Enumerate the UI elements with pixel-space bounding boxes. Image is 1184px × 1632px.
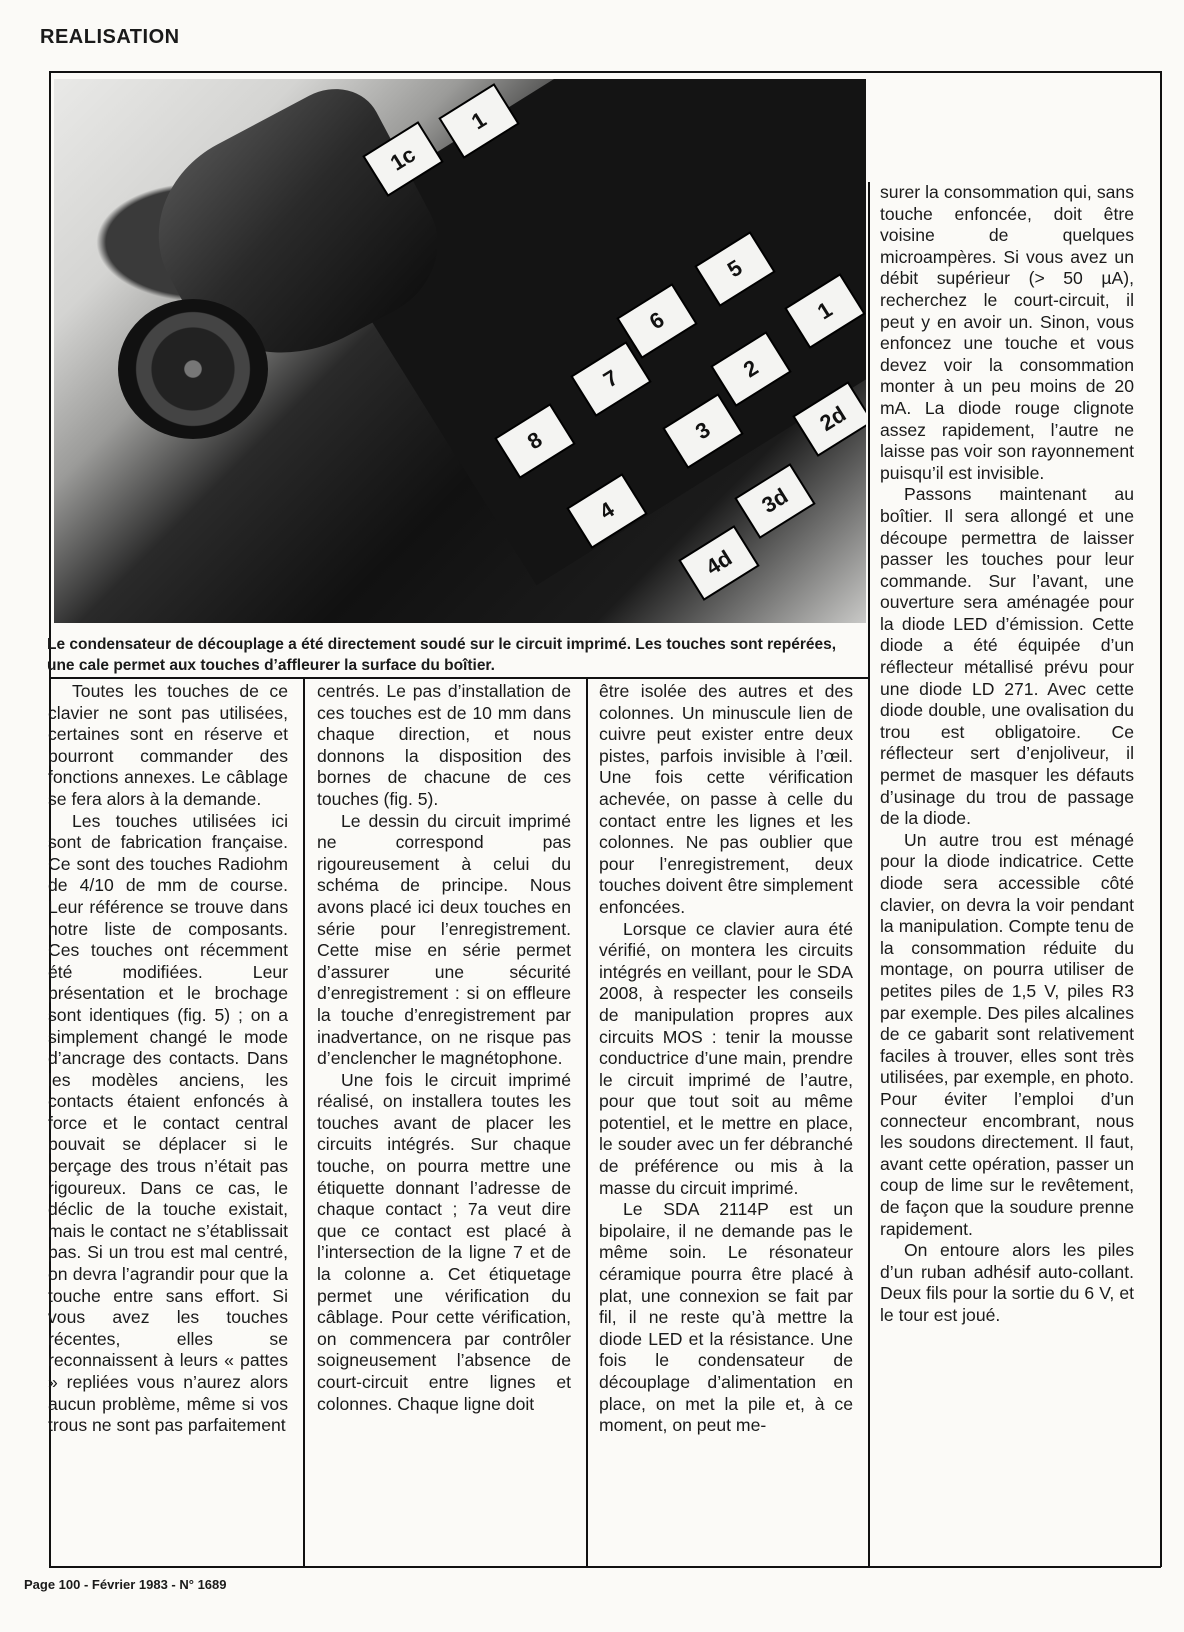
key-label: 4 (569, 476, 645, 546)
column-rule-2 (586, 677, 588, 1567)
paragraph: Toutes les touches de ce clavier ne sont pas utilisées, certaines sont en réserve et pourront commander des fonctions annexes. Le câblage se fera alors à la demande. (48, 681, 288, 809)
key-label: 4d (681, 528, 757, 598)
frame-top-rule (49, 71, 1161, 73)
text-column-1 (48, 681, 288, 1437)
photo-caption: Le condensateur de découplage a été directement soudé sur le circuit imprimé. Les touches sont repérées, une cale permet aux touches d’affleurer la surface du boîtier. (47, 636, 837, 674)
paragraph: Passons maintenant au boîtier. Il sera allongé et une découpe permettra de laisser passer les touches pour leur commande. Sur l’avant, une ouverture sera aménagée pour la diode LED d’émission. Cette diode a été équipée d’un réflecteur métallisé prévu pour une diode LD 271. Avec cette diode double, une ovalisation du trou est obligatoire. Ce réflecteur sert d’enjoliveur, il permet de masquer les défauts d’usinage du trou de passage de la diode. (880, 484, 1134, 829)
paragraph: Les touches utilisées ici sont de fabrication française. Ce sont des touches Radiohm de 4/10 de mm de course. Leur référence se trouve dans notre liste de composants. Ces touches ont récemment été modifiées. Leur présentation et le brochage sont identiques (fig. 5) ; on a simplement changé le mode d’ancrage des contacts. Dans les modèles anciens, les contacts étaient enfoncés à force et le contact central pouvait se déplacer si le perçage des trous n’était pas rigoureux. Dans ce cas, le déclic de la touche existait, mais le contact ne s’établissait pas. Si un trou est mal centré, on devra l’agrandir pour que la touche entre sans effort. Si vous avez les touches récentes, elles se reconnaissent à leurs « pattes » repliées vous n’aurez alors aucun problème, même si vos trous ne sont pas parfaitement (48, 810, 288, 1436)
key-label: 3d (737, 466, 813, 536)
key-label: 2 (713, 334, 789, 404)
column-rule-3 (868, 182, 870, 1567)
key-label: 1c (365, 124, 441, 194)
paragraph: Un autre trou est ménagé pour la diode indicatrice. Cette diode sera accessible côté clavier, on devra la voir pendant la manipulation. Compte tenu de la consommation réduite du montage, on pourra utiliser de petites piles de 1,5 V, piles R3 par exemple. Des piles alcalines de ce gabarit sont relativement faciles à trouver, elles sont très utilisées, par exemple, en photo. Pour éviter l’emploi d’un connecteur encombrant, nous les soudons directement. Il faut, avant cette opération, passer un coup de lime sur le revêtement, de façon que la soudure prenne rapidement. (880, 829, 1134, 1239)
paragraph: Le dessin du circuit imprimé ne correspond pas rigoureusement à celui du schéma de principe. Nous avons placé ici deux touches en série pour l’enregistrement. Cette mise en série permet d’assurer une sécurité d’enregistrement : si on effleure la touche d’enregistrement par inadvertance, on ne risque pas d’enclencher le magnétophone. (317, 810, 571, 1069)
key-label: 3 (665, 396, 741, 466)
paragraph: être isolée des autres et des colonnes. Un minuscule lien de cuivre peut exister entre deux pistes, parfois invisible à l’œil. Une fois cette vérification achevée, on passe à celle du contact entre les lignes et les colonnes. Ne pas oublier que pour l’enregistrement, deux touches doivent être simplement enfoncées. (599, 681, 853, 917)
key-label: 7 (573, 344, 649, 414)
paragraph: centrés. Le pas d’installation de ces touches est de 10 mm dans chaque direction, et nous donnons la disposition des bornes de chacune de ces touches (fig. 5). (317, 681, 571, 809)
key-label: 1 (441, 86, 517, 156)
frame-right-rule (1160, 71, 1162, 1567)
key-label: 2d (795, 384, 866, 454)
paragraph: On entoure alors les piles d’un ruban adhésif auto-collant. Deux fils pour la sortie du 6 V, et le tour est joué. (880, 1240, 1134, 1325)
key-label: 8 (497, 406, 573, 476)
key-label: 1 (787, 276, 863, 346)
key-label: 5 (697, 234, 773, 304)
text-column-2 (317, 681, 571, 1415)
frame-bottom-rule (49, 1566, 1161, 1568)
key-label: 6 (619, 286, 695, 356)
page-footer: Page 100 - Février 1983 - N° 1689 (24, 1577, 227, 1592)
capacitor-end (118, 299, 268, 439)
paragraph: Une fois le circuit imprimé réalisé, on installera toutes les touches avant de placer les circuits intégrés. Sur chaque touche, on pourra mettre une étiquette donnant l’adresse de chaque contact ; 7a veut dire que ce contact est placé à l’intersection de la ligne 7 et de la colonne a. Cet étiquetage permet une vérification du câblage. Pour cette vérification, on commencera par contrôler soigneusement l’absence de court-circuit entre lignes et colonnes. Chaque ligne doit (317, 1069, 571, 1414)
paragraph: Le SDA 2114P est un bipolaire, il ne demande pas le même soin. Le résonateur céramique pourra être placé à plat, une connexion se fait par fil, il ne reste qu’à mettre la diode LED et la résistance. Une fois le condensateur de découplage d’alimentation en place, on met la pile et, à ce moment, on peut me- (599, 1199, 853, 1436)
section-header: REALISATION (40, 26, 180, 48)
text-column-4 (880, 182, 1134, 1326)
text-column-3 (599, 681, 853, 1437)
column-rule-1 (303, 677, 305, 1567)
paragraph: surer la consommation qui, sans touche enfoncée, doit être voisine de quelques microampères. Si vous avez un débit supérieur (> 50 µA), recherchez le court-circuit, il peut y en avoir un. Sinon, vous enfoncez une touche et vous devez voir la consommation monter à un peu moins de 20 mA. La diode rouge clignote assez rapidement, l’autre ne laisse pas voir son rayonnement puisqu’il est invisible. (880, 182, 1134, 483)
keyboard-photo (54, 79, 866, 623)
photo-caption-rule (49, 677, 869, 679)
paragraph: Lorsque ce clavier aura été vérifié, on montera les circuits intégrés en veillant, pour le SDA 2008, à respecter les conseils de manipulation propres aux circuits MOS : tenir la mousse conductrice d’une main, prendre le circuit imprimé de l’autre, pour que tout soit au même potentiel, et le mettre en place, le souder avec un fer débranché de préférence ou mis à la masse du circuit imprimé. (599, 918, 853, 1198)
